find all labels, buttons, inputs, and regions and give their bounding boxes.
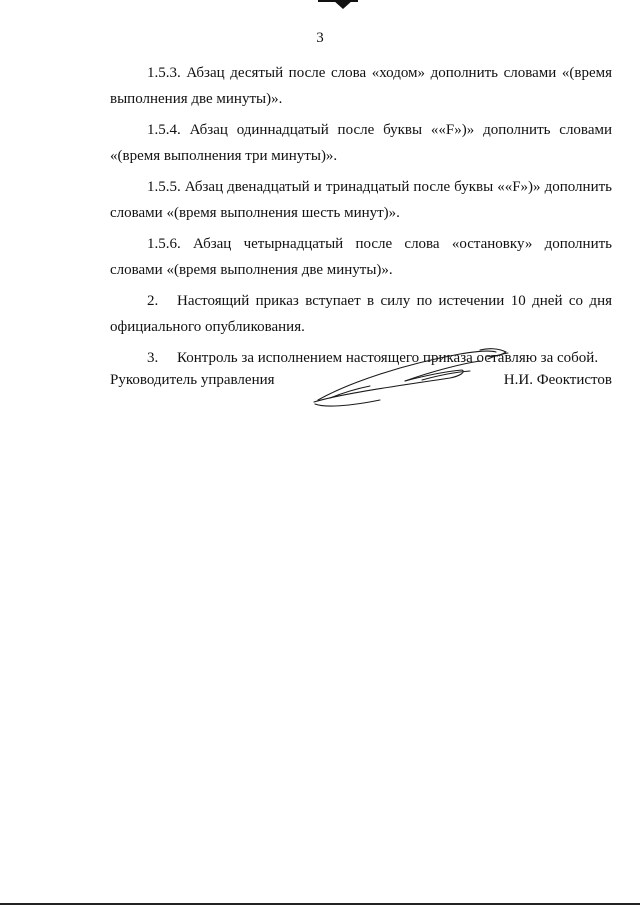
paragraph-1-5-4: 1.5.4. Абзац одиннадцатый после буквы ««F»)» дополнить словами «(время выполнения три минуты)». xyxy=(110,122,612,164)
paragraph-1-5-5: 1.5.5. Абзац двенадцатый и тринадцатый после буквы ««F»)» дополнить словами «(время выполнения шесть минут)». xyxy=(110,179,612,221)
signature-block xyxy=(110,372,612,402)
signer-name: Н.И. Феоктистов xyxy=(503,372,612,388)
paragraph-2-number: 2. xyxy=(147,293,159,309)
paragraph-2 xyxy=(110,288,612,340)
signer-position: Руководитель управления xyxy=(110,372,275,388)
paragraph-3-number: 3. xyxy=(147,350,159,366)
paragraph-1-5-6: 1.5.6. Абзац четырнадцатый после слова «остановку» дополнить словами «(время выполнения две минуты)». xyxy=(110,236,612,278)
paragraph-3-text: Контроль за исполнением настоящего приказа оставляю за собой. xyxy=(177,350,599,366)
document-body xyxy=(110,60,612,376)
paragraph-1-5-3: 1.5.3. Абзац десятый после слова «ходом» дополнить словами «(время выполнения две минуты)». xyxy=(110,65,612,107)
top-triangle-mark xyxy=(333,0,353,9)
paragraph-2-text: Настоящий приказ вступает в силу по истечении 10 дней со дня официального опубликования. xyxy=(110,293,612,335)
page-number: 3 xyxy=(316,30,324,46)
